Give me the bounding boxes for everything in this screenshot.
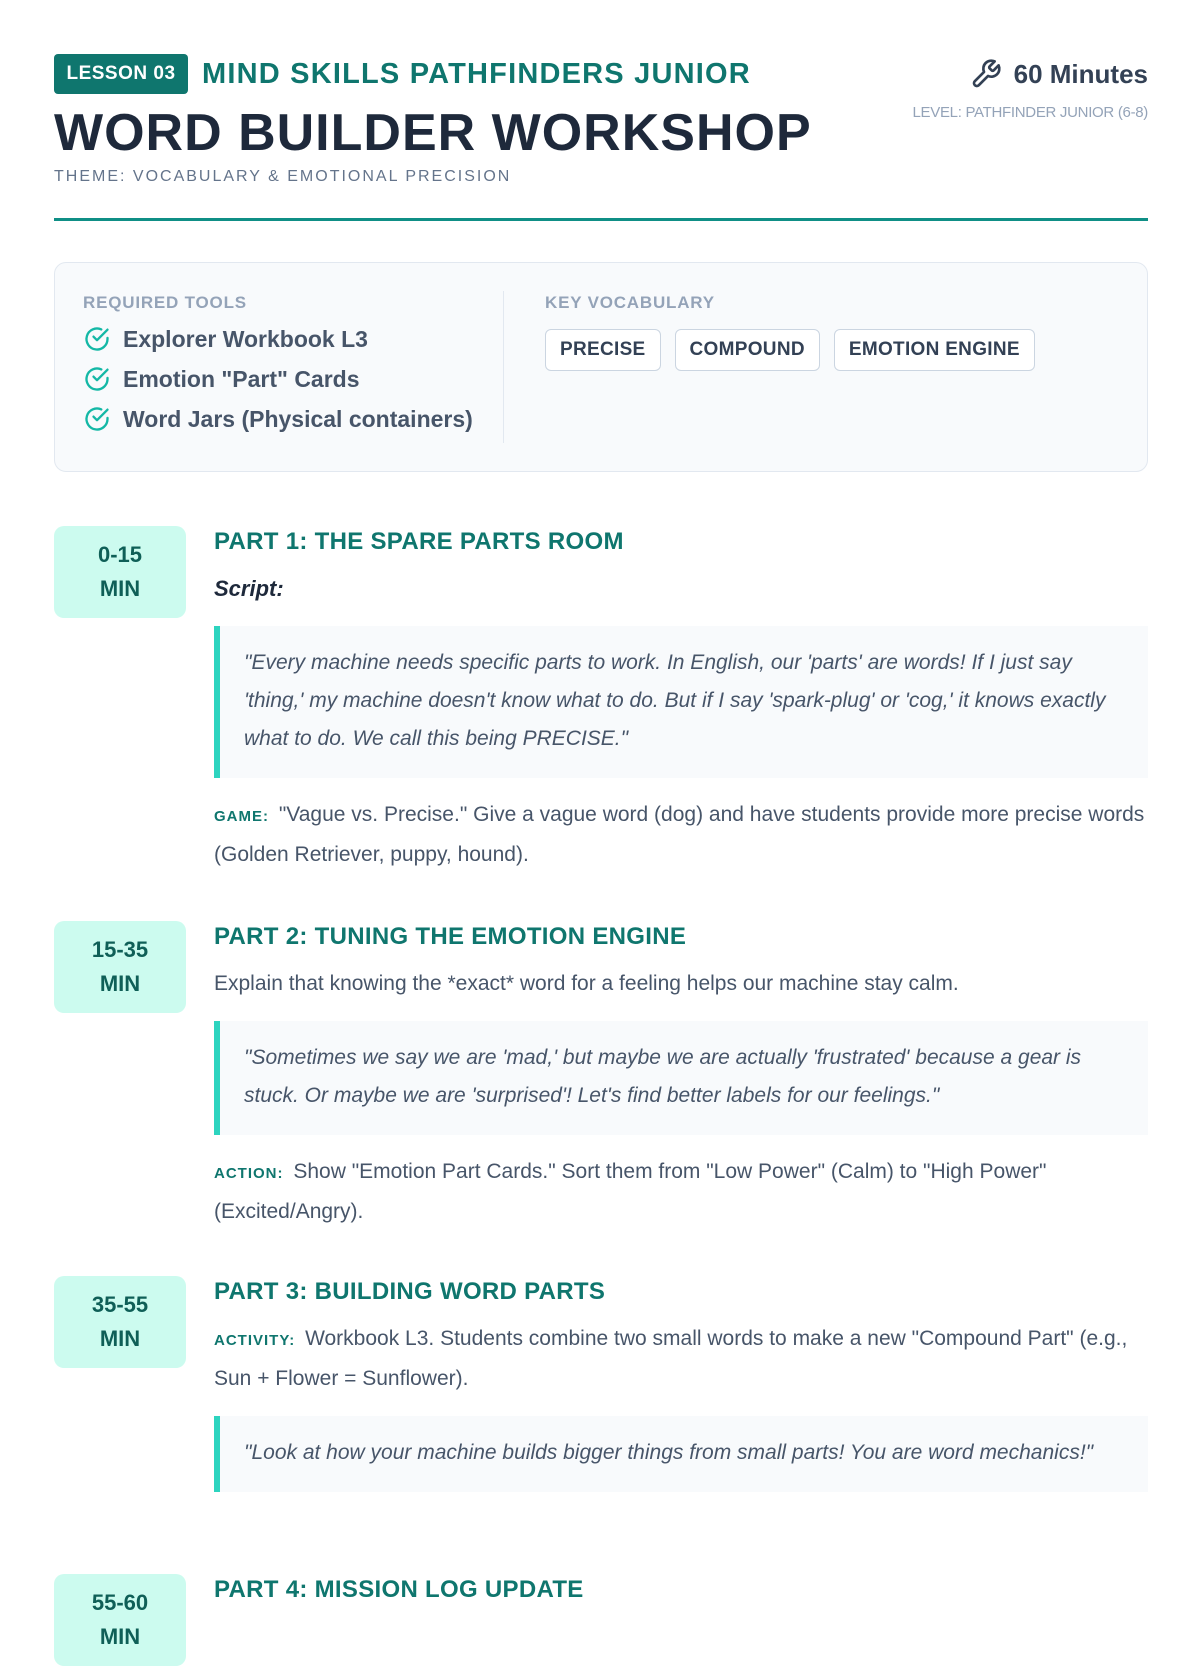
tool-label: Word Jars (Physical containers) xyxy=(123,405,473,432)
time-range: 55-60 xyxy=(91,1590,149,1615)
tools-panel xyxy=(54,262,1148,472)
section-title: PART 2: TUNING THE EMOTION ENGINE xyxy=(214,923,687,950)
section-title: PART 3: BUILDING WORD PARTS xyxy=(214,1278,606,1305)
section-title: PART 1: THE SPARE PARTS ROOM xyxy=(214,528,624,555)
time-block xyxy=(54,526,186,618)
script-quote: "Every machine needs specific parts to work. In English, our 'parts' are words! If I just say 'thing,' my machine doesn't know what to do. But if I say 'spark-plug' or 'cog,' it knows exactly what to do. We call this being PRECISE." xyxy=(214,626,1148,778)
section-note xyxy=(214,1320,1148,1398)
time-block xyxy=(54,921,186,1013)
section-intro: Explain that knowing the *exact* word for a feeling helps our machine stay calm. xyxy=(214,972,959,995)
check-circle-icon xyxy=(83,325,111,353)
lesson-badge: LESSON 03 xyxy=(54,54,188,94)
vocabulary-chips xyxy=(545,329,1105,371)
duration xyxy=(970,56,1148,92)
key-vocabulary xyxy=(545,293,1105,371)
note-tag: ACTIVITY: xyxy=(214,1332,296,1349)
time-unit: MIN xyxy=(99,1326,141,1351)
note-text: "Vague vs. Precise." Give a vague word (dog) and have students provide more precise words (Golden Retriever, puppy, hound). xyxy=(214,803,1145,866)
check-circle-icon xyxy=(83,365,111,393)
tool-item xyxy=(83,399,503,439)
lesson-theme: THEME: VOCABULARY & EMOTIONAL PRECISION xyxy=(54,168,512,185)
time-range: 0-15 xyxy=(97,542,143,567)
script-quote: "Look at how your machine builds bigger things from small parts! You are word mechanics!" xyxy=(214,1416,1148,1492)
key-vocabulary-title: KEY VOCABULARY xyxy=(545,293,715,312)
time-unit: MIN xyxy=(99,971,141,996)
section-content xyxy=(214,921,1148,1231)
note-text: Show "Emotion Part Cards." Sort them from "Low Power" (Calm) to "High Power" (Excited/Angry). xyxy=(214,1160,1047,1223)
section-note xyxy=(214,796,1148,874)
header-divider xyxy=(54,218,1148,221)
note-tag: GAME: xyxy=(214,808,269,825)
program-name: MIND SKILLS PATHFINDERS JUNIOR xyxy=(202,58,751,90)
required-tools-title: REQUIRED TOOLS xyxy=(83,293,247,312)
section-note xyxy=(214,1153,1148,1231)
time-unit: MIN xyxy=(99,576,141,601)
section-content xyxy=(214,526,1148,874)
wrench-icon xyxy=(970,58,1002,90)
time-range: 35-55 xyxy=(91,1292,149,1317)
section-title: PART 4: MISSION LOG UPDATE xyxy=(214,1576,584,1603)
lesson-header xyxy=(54,54,1148,224)
tool-label: Explorer Workbook L3 xyxy=(123,325,368,352)
tool-item xyxy=(83,359,503,399)
section-content xyxy=(214,1276,1148,1492)
time-unit: MIN xyxy=(99,1624,141,1649)
vocab-chip: EMOTION ENGINE xyxy=(834,329,1035,371)
tool-label: Emotion "Part" Cards xyxy=(123,365,360,392)
vocab-chip: COMPOUND xyxy=(675,329,820,371)
script-quote: "Sometimes we say we are 'mad,' but maybe we are actually 'frustrated' because a gear is stuck. Or maybe we are 'surprised'! Let's find better labels for our feelings." xyxy=(214,1021,1148,1135)
script-label: Script: xyxy=(214,576,284,601)
vocab-chip: PRECISE xyxy=(545,329,661,371)
note-text: Workbook L3. Students combine two small words to make a new "Compound Part" (e.g., Sun + Flower = Sunflower). xyxy=(214,1327,1128,1390)
section-content xyxy=(214,1574,1148,1606)
tool-item xyxy=(83,319,503,359)
required-tools xyxy=(83,293,503,439)
note-tag: ACTION: xyxy=(214,1165,284,1182)
time-range: 15-35 xyxy=(91,937,149,962)
duration-label: 60 Minutes xyxy=(1013,58,1148,89)
time-block xyxy=(54,1574,186,1666)
page-title: WORD BUILDER WORKSHOP xyxy=(54,104,812,162)
column-divider xyxy=(503,291,504,443)
level-label: LEVEL: PATHFINDER JUNIOR (6-8) xyxy=(912,104,1148,121)
time-block xyxy=(54,1276,186,1368)
check-circle-icon xyxy=(83,405,111,433)
